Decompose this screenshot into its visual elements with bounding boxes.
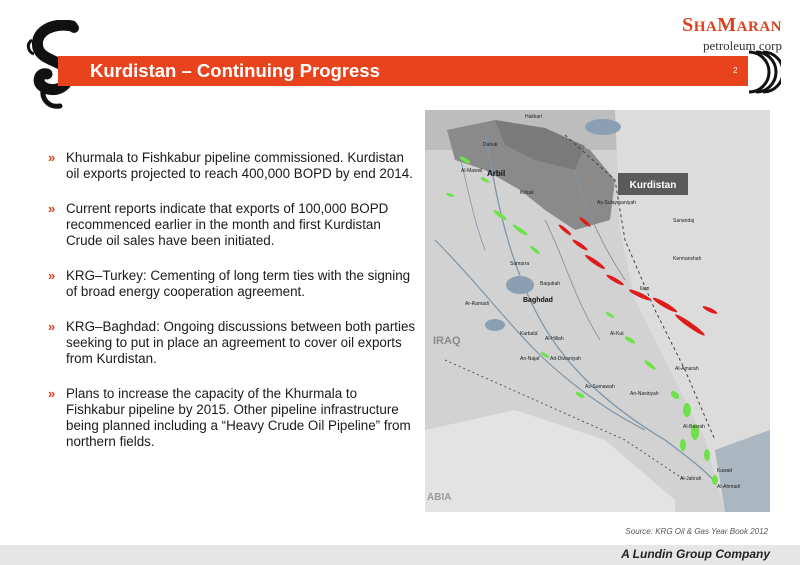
map-city-label: Kirkuk xyxy=(520,190,534,196)
bullet-item xyxy=(48,319,418,367)
map-city-label: As-Samawah xyxy=(585,384,615,390)
double-chevron-icon: » xyxy=(48,319,56,334)
map-city-label: Ad-Diwaniyah xyxy=(550,356,581,362)
decorative-arcs-icon xyxy=(745,50,781,94)
map-city-label: An-Nasiriyah xyxy=(630,391,659,397)
source-caption: Source: KRG Oil & Gas Year Book 2012 xyxy=(625,527,768,536)
map-kurdistan-label: Kurdistan xyxy=(629,180,677,191)
slide-title: Kurdistan – Continuing Progress xyxy=(90,60,380,81)
map-city-label: Dahuk xyxy=(483,142,498,148)
double-chevron-icon: » xyxy=(48,201,56,216)
brand-name: SHAMARAN xyxy=(682,14,782,36)
map-city-label: As-Sulaymaniyah xyxy=(597,200,636,206)
map-country-label-iraq: IRAQ xyxy=(433,335,461,347)
brand-subtitle: petroleum corp xyxy=(702,38,782,53)
map-city-arbil: Arbil xyxy=(487,169,506,178)
map-city-label: Al-Mawsil xyxy=(461,168,483,174)
map-city-label: Kermanshah xyxy=(673,256,702,262)
bullet-text: KRG–Turkey: Cementing of long term ties with the signing of broad energy cooperation agreement. xyxy=(66,268,411,299)
map-city-label: Kuwait xyxy=(717,468,733,474)
brand-logo xyxy=(682,14,782,53)
map-city-label: Karbala' xyxy=(520,331,539,337)
bullet-item xyxy=(48,201,418,249)
map-city-label: Al-Ahmadi xyxy=(717,484,741,490)
map-city-label: Al-Basrah xyxy=(683,424,705,430)
bullet-text: KRG–Baghdad: Ongoing discussions between both parties seeking to put in place an agreement to cover oil exports from Kurdistan. xyxy=(66,319,416,366)
map-city-label: Al-Jahrah xyxy=(680,476,702,482)
map-city-label: Ilam xyxy=(640,286,650,292)
bullet-item xyxy=(48,386,418,450)
kurdistan-map xyxy=(425,110,770,512)
bullet-text: Khurmala to Fishkabur pipeline commissioned. Kurdistan oil exports projected to reach 400,000 BOPD by end 2014. xyxy=(66,150,413,181)
map-city-label: Samarra xyxy=(510,261,530,267)
bullet-list xyxy=(48,150,418,469)
footer-text: A Lundin Group Company xyxy=(621,547,770,561)
bullet-text: Current reports indicate that exports of 100,000 BOPD recommenced earlier in the month and first Kurdistan Crude oil sales have been initiated. xyxy=(66,201,389,248)
map-city-label: Baqubah xyxy=(540,281,561,287)
map-city-label: Ar-Ramadi xyxy=(465,301,489,307)
page-number: 2 xyxy=(733,66,738,75)
map-city-label: Al-Amarah xyxy=(675,366,699,372)
double-chevron-icon: » xyxy=(48,150,56,165)
bullet-item xyxy=(48,268,418,300)
map-city-baghdad: Baghdad xyxy=(523,297,553,304)
map-city-label: Al-Kut xyxy=(610,331,624,337)
double-chevron-icon: » xyxy=(48,386,56,401)
map-city-label: Al-Hillah xyxy=(545,336,564,342)
bullet-text: Plans to increase the capacity of the Khurmala to Fishkabur pipeline by 2015. Other pipeline infrastructure being planned including a “Heavy Crude Oil Pipeline” from northern fields. xyxy=(66,386,411,449)
map-city-label: Sanandaj xyxy=(673,218,695,224)
map-city-label: Hakkari xyxy=(525,114,542,120)
bullet-item xyxy=(48,150,418,182)
double-chevron-icon: » xyxy=(48,268,56,283)
map-country-label-saudi: ABIA xyxy=(427,492,452,503)
map-city-label: An-Najaf xyxy=(520,356,540,362)
